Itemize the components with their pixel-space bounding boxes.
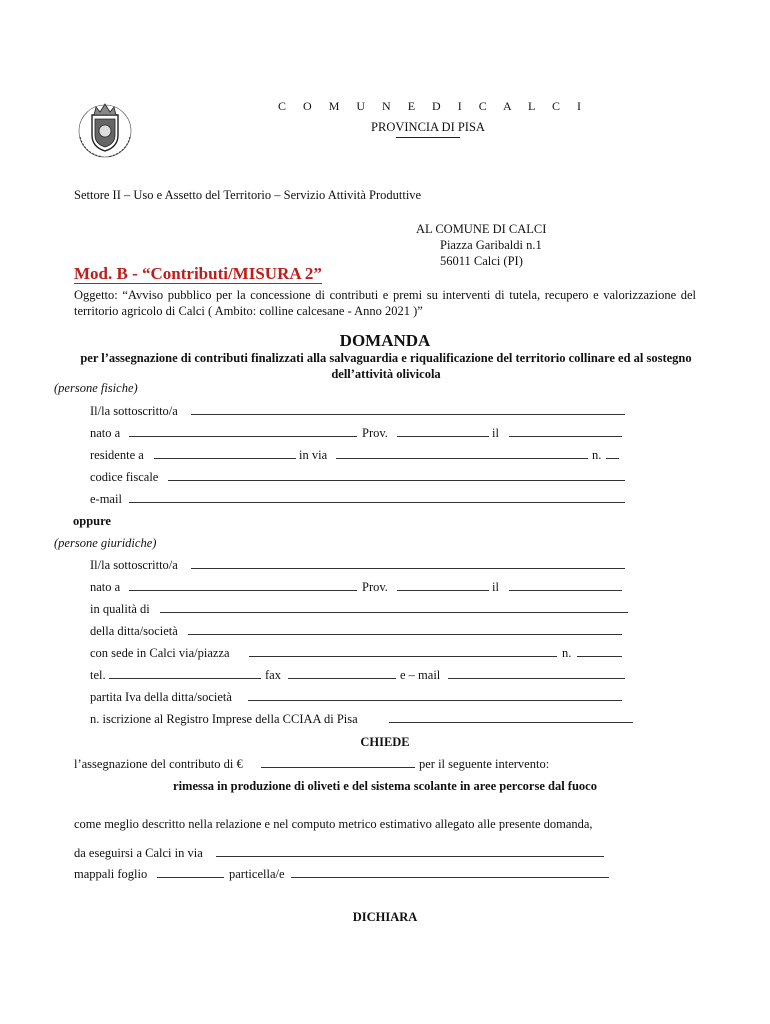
nato-a-field[interactable] xyxy=(129,436,357,437)
eseguirsi-label: da eseguirsi a Calci in via xyxy=(74,846,203,860)
tel-field[interactable] xyxy=(109,678,261,679)
email-field[interactable] xyxy=(129,502,625,503)
sede-field[interactable] xyxy=(249,656,557,657)
domanda-title: DOMANDA xyxy=(339,331,431,350)
oppure-label: oppure xyxy=(73,514,111,528)
qualita-field[interactable] xyxy=(160,612,628,613)
ditta-field[interactable] xyxy=(188,634,622,635)
residente-field[interactable] xyxy=(154,458,296,459)
codice-fiscale-label: codice fiscale xyxy=(90,470,159,484)
sede-label: con sede in Calci via/piazza xyxy=(90,646,230,660)
partita-iva-label: partita Iva della ditta/società xyxy=(90,690,232,704)
address-line: 56011 Calci (PI) xyxy=(440,254,523,268)
registro-imprese-label: n. iscrizione al Registro Imprese della CCIAA di Pisa xyxy=(90,712,358,726)
numero-label: n. xyxy=(592,448,602,462)
il-label: il xyxy=(492,580,499,594)
prov-label: Prov. xyxy=(362,426,388,440)
sottoscritto-label: Il/la sottoscritto/a xyxy=(90,404,178,418)
eseguirsi-via-field[interactable] xyxy=(216,856,604,857)
sottoscritto-label: Il/la sottoscritto/a xyxy=(90,558,178,572)
nato-a-field[interactable] xyxy=(129,590,357,591)
prov-field[interactable] xyxy=(397,590,489,591)
header-divider xyxy=(396,137,460,138)
settore-line: Settore II – Uso e Assetto del Territorio – Servizio Attività Produttive xyxy=(74,188,422,202)
date-field[interactable] xyxy=(509,590,622,591)
numero-field[interactable] xyxy=(577,656,622,657)
il-label: il xyxy=(492,426,499,440)
address-line: AL COMUNE DI CALCI xyxy=(416,222,547,236)
intervento-text: rimessa in produzione di oliveti e del sistema scolante in aree percorse dal fuoco xyxy=(173,779,597,793)
comune-name: C O M U N E D I C A L C I xyxy=(278,99,588,113)
prov-field[interactable] xyxy=(397,436,489,437)
nato-a-label: nato a xyxy=(90,426,121,440)
pec-email-label: e – mail xyxy=(400,668,441,682)
residente-label: residente a xyxy=(90,448,144,462)
numero-field[interactable] xyxy=(606,458,619,459)
date-field[interactable] xyxy=(509,436,622,437)
pec-email-field[interactable] xyxy=(448,678,625,679)
prov-label: Prov. xyxy=(362,580,388,594)
domanda-subtitle: per l’assegnazione di contributi finalizzati alla salvaguardia e riqualificazione del territorio collinare ed al sostegno dell’attività olivicola xyxy=(80,351,692,381)
codice-fiscale-field[interactable] xyxy=(168,480,625,481)
fax-field[interactable] xyxy=(288,678,396,679)
intervento-label: per il seguente intervento: xyxy=(419,757,550,771)
registro-imprese-field[interactable] xyxy=(389,722,633,723)
sottoscritto-field[interactable] xyxy=(191,568,625,569)
email-label: e-mail xyxy=(90,492,122,506)
address-line: Piazza Garibaldi n.1 xyxy=(440,238,542,252)
particella-field[interactable] xyxy=(291,877,609,878)
mod-title: Mod. B - “Contributi/MISURA 2” xyxy=(74,264,322,283)
descritto-text: come meglio descritto nella relazione e nel computo metrico estimativo allegato alle presente domanda, xyxy=(74,817,593,831)
qualita-label: in qualità di xyxy=(90,602,150,616)
dichiara-heading: DICHIARA xyxy=(352,910,418,924)
recipient-address xyxy=(416,221,546,269)
oggetto-text: Oggetto: “Avviso pubblico per la concessione di contributi e premi su interventi di tutela, recupero e valorizzazione del territorio agricolo di Calci ( Ambito: colline calcesane - Anno 2021 )” xyxy=(74,288,696,318)
assegnazione-label: l’assegnazione del contributo di € xyxy=(74,757,243,771)
in-via-label: in via xyxy=(299,448,328,462)
persone-fisiche-label: (persone fisiche) xyxy=(54,381,138,395)
provincia-name: PROVINCIA DI PISA xyxy=(371,120,485,134)
via-field[interactable] xyxy=(336,458,588,459)
fax-label: fax xyxy=(265,668,281,682)
tel-label: tel. xyxy=(90,668,106,682)
ditta-label: della ditta/società xyxy=(90,624,178,638)
numero-label: n. xyxy=(562,646,572,660)
mappali-foglio-label: mappali foglio xyxy=(74,867,148,881)
importo-field[interactable] xyxy=(261,767,415,768)
particella-label: particella/e xyxy=(229,867,285,881)
partita-iva-field[interactable] xyxy=(248,700,622,701)
sottoscritto-field[interactable] xyxy=(191,414,625,415)
chiede-heading: CHIEDE xyxy=(360,735,410,749)
nato-a-label: nato a xyxy=(90,580,121,594)
foglio-field[interactable] xyxy=(157,877,224,878)
persone-giuridiche-label: (persone giuridiche) xyxy=(54,536,157,550)
